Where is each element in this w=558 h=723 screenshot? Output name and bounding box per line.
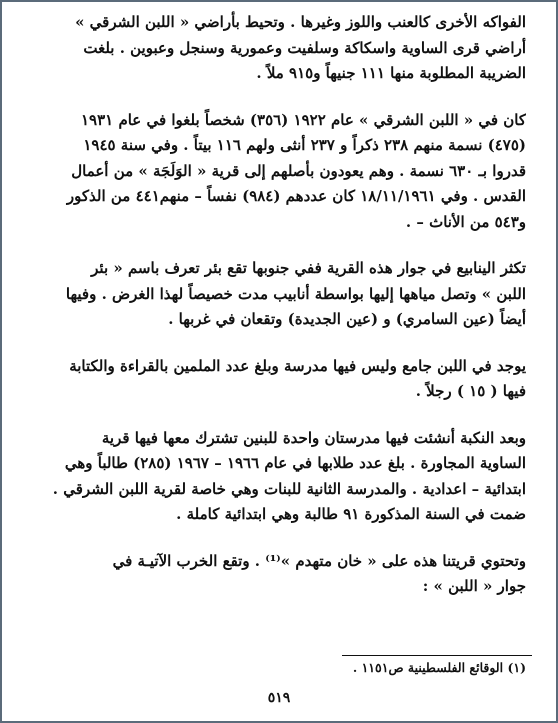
page-number: ٥١٩	[267, 690, 291, 706]
text-line: أراضي قرى الساوية واسكاكة وسلفيت وعمورية وسنجل وعبوين . بلغت	[83, 38, 526, 57]
paragraph-schools	[28, 426, 526, 528]
text-line: ضمت في السنة المذكورة ٩١ طالبة وهي ابتدائية كاملة .	[176, 505, 526, 523]
paragraph-khan	[28, 549, 526, 600]
text-line: الساوية المجاورة . بلغ عدد طلابها في عام ١٩٦٦ – ١٩٦٧ (٢٨٥) طالباً وهي	[64, 454, 526, 472]
text-line: فيها ( ١٥ ) رجلاً .	[415, 382, 526, 400]
footnote: (١) الوقائع الفلسطينية ص١١٥١ .	[352, 660, 526, 675]
text-line: (٤٧٥) نسمة منهم ٢٣٨ ذكراً و ٢٣٧ أنثى ولهم ١١٦ بيتاً . وفي سنة ١٩٤٥	[83, 136, 526, 154]
text-line: القدس . وفي ١٨/١١/١٩٦١ كان عددهم (٩٨٤) نفساً – منهم٤٤١ من الذكور	[66, 187, 526, 205]
text-line: ابتدائية – اعدادية . والمدرسة الثانية للبنات وهي خاصة لقرية اللبن الشرقي .	[52, 479, 526, 498]
text-line: تكثر الينابيع في جوار هذه القرية ففي جنوبها تقع بئر تعرف باسم « بئر	[91, 259, 526, 277]
text-line: الضريبة المطلوبة منها ١١١ جنيهاً و٩١٥ ملاً .	[256, 64, 526, 82]
paragraph-springs	[28, 256, 526, 333]
text-line: جوار « اللبن » :	[422, 577, 526, 595]
text-line: الفواكه الأخرى كالعنب واللوز وغيرها . وتحيط بأراضي « اللبن الشرقي »	[75, 13, 526, 31]
text-line: قدروا بـ ٦٣٠ نسمة . وهم يعودون بأصلهم إلى قرية « الوَلَجَة » من أعمال	[71, 161, 526, 180]
paragraph-mosque	[28, 354, 526, 405]
document-body	[28, 10, 526, 621]
text-line: وتحتوي قريتنا هذه على « خان متهدم »⁽¹⁾ . وتقع الخرب الآتيـة في	[112, 551, 526, 570]
text-line: اللبن » وتصل مياهها إليها بواسطة أنابيب مدت خصيصاً لهذا الغرض . وفيها	[65, 284, 526, 303]
text-line: كان في « اللبن الشرقي » عام ١٩٢٢ (٣٥٦) شخصاً بلغوا في عام ١٩٣١	[80, 110, 526, 129]
text-line: أيضاً (عين السامري) و (عين الجديدة) وتقعان في غربها .	[168, 310, 526, 328]
footnote-divider	[342, 655, 532, 656]
text-line: يوجد في اللبن جامع وليس فيها مدرسة وبلغ عدد الملمين بالقراءة والكتابة	[69, 356, 526, 375]
paragraph-population	[28, 108, 526, 236]
text-line: وبعد النكبة أنشئت فيها مدرستان واحدة للبنين تشترك معها فيها قرية	[101, 428, 526, 447]
paragraph-fruits	[28, 10, 526, 87]
text-line: و٥٤٣ من الأناث – .	[405, 212, 526, 231]
